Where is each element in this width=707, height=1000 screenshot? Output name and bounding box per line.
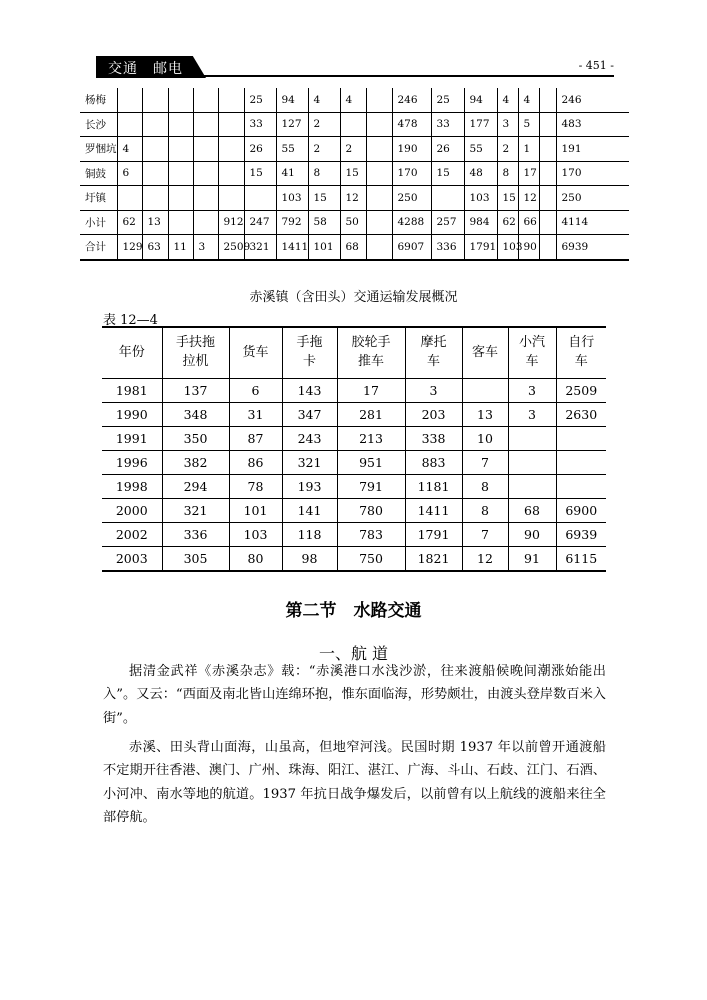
- table-cell: 118: [282, 523, 337, 547]
- year-cell: 1991: [102, 427, 162, 451]
- table-cell: 12: [462, 547, 508, 572]
- table-cell: [193, 210, 218, 235]
- table-cell: 101: [308, 235, 340, 260]
- year-cell: 1998: [102, 475, 162, 499]
- table-cell: 336: [431, 235, 464, 260]
- paragraph: 赤溪、田头背山面海，山虽高，但地窄河浅。民国时期 1937 年以前曾开通渡船不定期开往香港、澳门、广州、珠海、阳江、湛江、广海、斗山、石歧、江门、石酒、小河冲、南水等地的航道。1937 年抗日战争爆发后，以前曾有以上航线的渡船来往全部停航。: [103, 740, 606, 825]
- table-cell: 50: [340, 210, 366, 235]
- table-cell: 7: [462, 523, 508, 547]
- table-cell: 8: [497, 161, 518, 186]
- column-header-line: 推车: [357, 354, 384, 369]
- table-cell: 193: [282, 475, 337, 499]
- table-cell: 791: [337, 475, 405, 499]
- table-cell: 243: [282, 427, 337, 451]
- table-cell: [168, 88, 193, 112]
- table-cell: 103: [497, 235, 518, 260]
- table-cell: 68: [340, 235, 366, 260]
- stats-table: [80, 88, 629, 261]
- table-cell: 94: [276, 88, 308, 112]
- table-cell: [539, 235, 556, 260]
- table-cell: [539, 210, 556, 235]
- table-cell: 6: [229, 379, 282, 403]
- table-cell: [366, 210, 392, 235]
- table-cell: 91: [508, 547, 556, 572]
- table-cell: 25: [244, 88, 276, 112]
- table-cell: 4288: [392, 210, 431, 235]
- table-cell: 4: [308, 88, 340, 112]
- table-cell: 2630: [556, 403, 606, 427]
- table-cell: [142, 186, 168, 211]
- table-cell: 294: [162, 475, 229, 499]
- row-label: 圩镇: [80, 186, 117, 211]
- table-cell: 13: [142, 210, 168, 235]
- column-header-line: 车: [525, 354, 539, 369]
- row-label: 长沙: [80, 112, 117, 137]
- year-cell: 1996: [102, 451, 162, 475]
- year-cell: 1990: [102, 403, 162, 427]
- table-row: [102, 523, 606, 547]
- table-cell: [539, 161, 556, 186]
- table-cell: 8: [462, 475, 508, 499]
- table-row: [102, 499, 606, 523]
- table-cell: 48: [464, 161, 497, 186]
- table-cell: 129: [117, 235, 142, 260]
- table-row: [102, 547, 606, 572]
- section-title: 第二节 水路交通: [285, 601, 422, 621]
- table-cell: 4114: [556, 210, 629, 235]
- table-cell: [193, 161, 218, 186]
- column-header: [405, 327, 462, 379]
- table-cell: 190: [392, 137, 431, 162]
- subsection-title: 一、航 道: [318, 644, 389, 663]
- table-cell: 4: [340, 88, 366, 112]
- table-cell: 247: [244, 210, 276, 235]
- table-cell: 101: [229, 499, 282, 523]
- table-cell: 213: [337, 427, 405, 451]
- table-cell: 1791: [464, 235, 497, 260]
- page-number: - 451 -: [578, 59, 614, 72]
- table-cell: 58: [308, 210, 340, 235]
- column-header: [556, 327, 606, 379]
- table-cell: 3: [193, 235, 218, 260]
- table-cell: 127: [276, 112, 308, 137]
- table-cell: 90: [508, 523, 556, 547]
- year-cell: 2002: [102, 523, 162, 547]
- table-cell: 2509: [218, 235, 244, 260]
- table-cell: 912: [218, 210, 244, 235]
- table-cell: [218, 137, 244, 162]
- table-cell: 250: [556, 186, 629, 211]
- row-label: 小计: [80, 210, 117, 235]
- table-cell: 103: [229, 523, 282, 547]
- table-cell: [539, 186, 556, 211]
- table-cell: [168, 112, 193, 137]
- table-cell: 2: [340, 137, 366, 162]
- table-cell: 305: [162, 547, 229, 572]
- column-header-line: 摩托: [420, 335, 447, 351]
- table-cell: [539, 88, 556, 112]
- table-cell: 321: [244, 235, 276, 260]
- page-header: [96, 56, 618, 78]
- table-cell: [366, 88, 392, 112]
- table-cell: 41: [276, 161, 308, 186]
- table-cell: 1: [518, 137, 539, 162]
- column-header: [102, 327, 162, 379]
- table-cell: [218, 161, 244, 186]
- table-cell: [366, 186, 392, 211]
- table-cell: [366, 112, 392, 137]
- table-row: [80, 161, 629, 186]
- column-header-line: 年份: [118, 344, 145, 360]
- table-cell: 170: [556, 161, 629, 186]
- table-cell: [193, 137, 218, 162]
- table-cell: 2: [497, 137, 518, 162]
- table-cell: 55: [464, 137, 497, 162]
- table-cell: 62: [497, 210, 518, 235]
- table-caption: 赤溪镇（含田头）交通运输发展概况: [249, 290, 458, 305]
- table-cell: [556, 451, 606, 475]
- table-cell: 12: [518, 186, 539, 211]
- table-cell: 31: [229, 403, 282, 427]
- table-cell: 338: [405, 427, 462, 451]
- table-cell: [539, 137, 556, 162]
- table-cell: 1181: [405, 475, 462, 499]
- table-cell: 246: [392, 88, 431, 112]
- column-header-line: 车: [574, 354, 588, 369]
- table-cell: 4: [117, 137, 142, 162]
- table-cell: [366, 161, 392, 186]
- column-header-line: 自行: [568, 335, 595, 351]
- table-cell: 62: [117, 210, 142, 235]
- table-cell: 15: [308, 186, 340, 211]
- table-cell: 3: [508, 403, 556, 427]
- table-cell: 3: [405, 379, 462, 403]
- table-cell: 321: [162, 499, 229, 523]
- table-cell: [142, 88, 168, 112]
- table-cell: 17: [337, 379, 405, 403]
- table-cell: 11: [168, 235, 193, 260]
- table-cell: 137: [162, 379, 229, 403]
- table-cell: [366, 137, 392, 162]
- table-cell: [168, 161, 193, 186]
- table-cell: [218, 112, 244, 137]
- table-cell: 6907: [392, 235, 431, 260]
- table-row: [102, 403, 606, 427]
- table-cell: [431, 186, 464, 211]
- table-cell: 2509: [556, 379, 606, 403]
- column-header-line: 货车: [242, 344, 269, 360]
- table-body: [102, 379, 606, 572]
- table-cell: [117, 88, 142, 112]
- table-cell: [218, 186, 244, 211]
- table-cell: [193, 88, 218, 112]
- table-cell: 246: [556, 88, 629, 112]
- table-cell: 66: [518, 210, 539, 235]
- table-cell: 780: [337, 499, 405, 523]
- column-header: [282, 327, 337, 379]
- table-cell: 94: [464, 88, 497, 112]
- table-cell: [340, 112, 366, 137]
- table-cell: 12: [340, 186, 366, 211]
- table-cell: [556, 475, 606, 499]
- table-cell: 281: [337, 403, 405, 427]
- table-cell: 336: [162, 523, 229, 547]
- table-row: [80, 112, 629, 137]
- table-cell: [117, 112, 142, 137]
- table-cell: [142, 112, 168, 137]
- table-cell: 483: [556, 112, 629, 137]
- table-cell: [117, 186, 142, 211]
- table-cell: [142, 137, 168, 162]
- table-cell: 250: [392, 186, 431, 211]
- table-cell: [462, 379, 508, 403]
- table-cell: 177: [464, 112, 497, 137]
- column-header: [229, 327, 282, 379]
- table-header-row: [102, 327, 606, 379]
- table-cell: 87: [229, 427, 282, 451]
- table-cell: 86: [229, 451, 282, 475]
- table-cell: [168, 137, 193, 162]
- table-cell: 478: [392, 112, 431, 137]
- table-cell: 321: [282, 451, 337, 475]
- table-cell: [193, 112, 218, 137]
- table-cell: 55: [276, 137, 308, 162]
- table-cell: 4: [497, 88, 518, 112]
- table-cell: [218, 88, 244, 112]
- table-cell: [244, 186, 276, 211]
- column-header-line: 拉机: [182, 354, 209, 369]
- table-cell: 203: [405, 403, 462, 427]
- table-cell: 6: [117, 161, 142, 186]
- column-header: [508, 327, 556, 379]
- table-cell: [508, 427, 556, 451]
- row-label: 杨梅: [80, 88, 117, 112]
- column-header-line: 小汽: [518, 335, 545, 351]
- table-cell: 103: [276, 186, 308, 211]
- table-row: [80, 137, 629, 162]
- column-header-line: 手拖: [296, 335, 323, 351]
- table-cell: 63: [142, 235, 168, 260]
- table-cell: 1821: [405, 547, 462, 572]
- table-cell: 7: [462, 451, 508, 475]
- table-cell: 143: [282, 379, 337, 403]
- row-label: 铜鼓: [80, 161, 117, 186]
- table-row: [80, 210, 629, 235]
- header-rule: [196, 75, 614, 77]
- table-cell: 15: [497, 186, 518, 211]
- table-cell: 8: [308, 161, 340, 186]
- row-label: 罗悃坑: [80, 137, 117, 162]
- table-cell: 6939: [556, 523, 606, 547]
- table-cell: 6939: [556, 235, 629, 260]
- table-cell: 1411: [276, 235, 308, 260]
- table-cell: 792: [276, 210, 308, 235]
- column-header: [337, 327, 405, 379]
- table-cell: [508, 475, 556, 499]
- table-cell: 2: [308, 137, 340, 162]
- table-cell: [142, 161, 168, 186]
- table-cell: 6115: [556, 547, 606, 572]
- table-cell: [168, 210, 193, 235]
- row-label: 合计: [80, 235, 117, 260]
- table-cell: [168, 186, 193, 211]
- table-cell: 98: [282, 547, 337, 572]
- table-cell: [539, 112, 556, 137]
- table-cell: 33: [431, 112, 464, 137]
- table-number: 表 12—4: [103, 313, 158, 328]
- table-cell: 15: [244, 161, 276, 186]
- table-cell: 15: [340, 161, 366, 186]
- table-cell: 26: [431, 137, 464, 162]
- year-cell: 2003: [102, 547, 162, 572]
- table-row: [102, 475, 606, 499]
- table-cell: 5: [518, 112, 539, 137]
- column-header-line: 客车: [471, 344, 498, 360]
- table-cell: 883: [405, 451, 462, 475]
- table-row: [102, 451, 606, 475]
- table-cell: 2: [308, 112, 340, 137]
- column-header-line: 手扶拖: [175, 335, 215, 351]
- table-cell: 78: [229, 475, 282, 499]
- table-cell: 90: [518, 235, 539, 260]
- table-cell: 4: [518, 88, 539, 112]
- column-header-line: 卡: [302, 354, 316, 369]
- paragraph: 据清金武祥《赤溪杂志》载：“赤溪港口水浅沙淤，往来渡船候晚间潮涨始能出入”。又云：“西面及南北皆山连绵环抱，惟东面临海，形势颇壮，由渡头登岸数百米入街”。: [103, 664, 606, 726]
- table-cell: 68: [508, 499, 556, 523]
- column-header: [162, 327, 229, 379]
- table-cell: 8: [462, 499, 508, 523]
- year-cell: 2000: [102, 499, 162, 523]
- table-cell: 951: [337, 451, 405, 475]
- table-cell: 257: [431, 210, 464, 235]
- column-header: [462, 327, 508, 379]
- table-cell: [556, 427, 606, 451]
- column-header-line: 车: [426, 354, 440, 369]
- table-row: [80, 186, 629, 211]
- table-cell: 350: [162, 427, 229, 451]
- column-header-line: 胶轮手: [351, 335, 391, 351]
- table-cell: [508, 451, 556, 475]
- table-cell: 17: [518, 161, 539, 186]
- table-cell: 26: [244, 137, 276, 162]
- table-cell: [193, 186, 218, 211]
- table-cell: [366, 235, 392, 260]
- header-section-title: 交通 邮电: [108, 61, 183, 77]
- table-cell: 1791: [405, 523, 462, 547]
- table-cell: 1411: [405, 499, 462, 523]
- table-cell: 141: [282, 499, 337, 523]
- table-row: [102, 379, 606, 403]
- table-cell: 3: [497, 112, 518, 137]
- table-cell: 750: [337, 547, 405, 572]
- stats-table-body: [80, 88, 629, 260]
- table-cell: 347: [282, 403, 337, 427]
- table-cell: 33: [244, 112, 276, 137]
- table-cell: 170: [392, 161, 431, 186]
- table-cell: 25: [431, 88, 464, 112]
- table-cell: 15: [431, 161, 464, 186]
- table-cell: 984: [464, 210, 497, 235]
- table-row: [80, 88, 629, 112]
- table-row: [80, 235, 629, 260]
- year-cell: 1981: [102, 379, 162, 403]
- table-cell: 80: [229, 547, 282, 572]
- table-cell: 382: [162, 451, 229, 475]
- table-cell: 3: [508, 379, 556, 403]
- table-cell: 13: [462, 403, 508, 427]
- table-cell: 348: [162, 403, 229, 427]
- transport-development-table: [102, 326, 606, 572]
- table-cell: 103: [464, 186, 497, 211]
- table-cell: 783: [337, 523, 405, 547]
- table-cell: 6900: [556, 499, 606, 523]
- table-cell: 191: [556, 137, 629, 162]
- table-cell: 10: [462, 427, 508, 451]
- table-row: [102, 427, 606, 451]
